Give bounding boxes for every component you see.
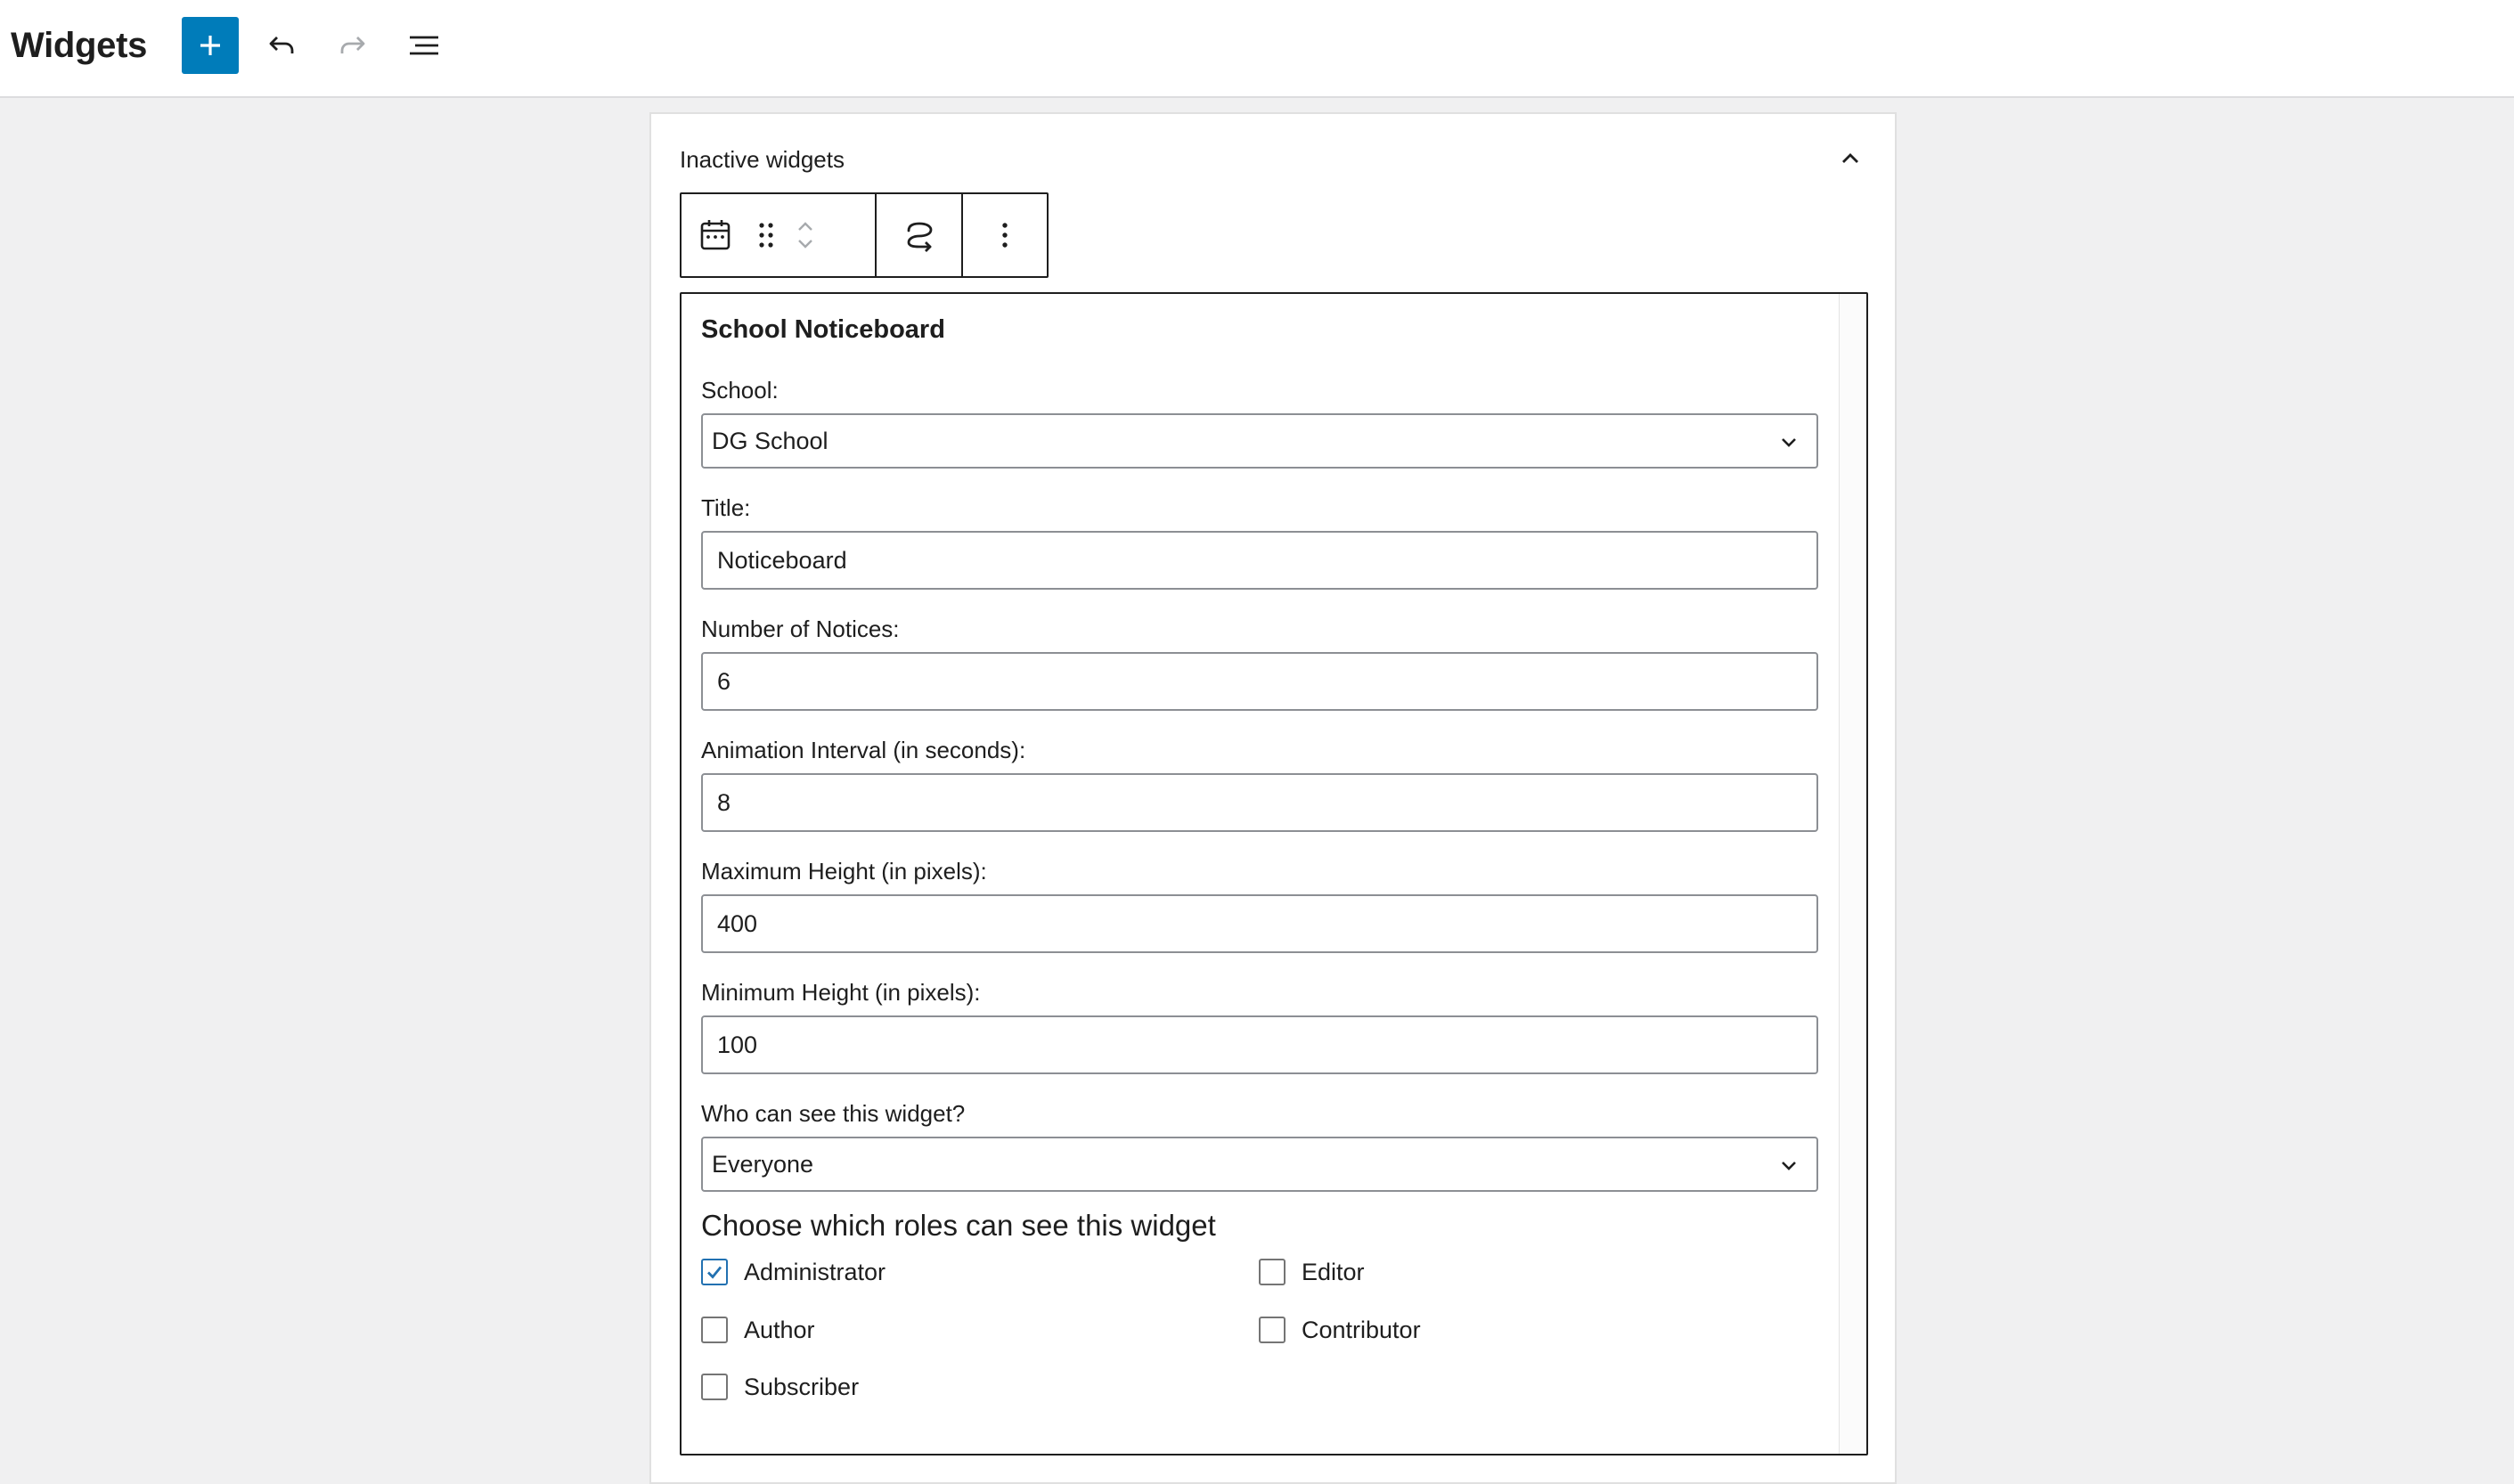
editor-header: [0, 0, 2514, 98]
more-options-icon: [1000, 219, 1009, 251]
block-toolbar-group-options: [961, 194, 1047, 276]
min-height-input[interactable]: [701, 1015, 1818, 1074]
redo-icon: [337, 29, 369, 61]
visibility-label: Who can see this widget?: [701, 1100, 966, 1127]
visibility-select-value: Everyone: [712, 1150, 814, 1178]
school-select[interactable]: [701, 413, 1818, 469]
roles-heading: Choose which roles can see this widget: [701, 1209, 1216, 1242]
school-noticeboard-widget[interactable]: [680, 292, 1868, 1455]
checkbox[interactable]: [701, 1317, 728, 1343]
chevron-down-icon: [1777, 431, 1800, 454]
checkbox-label: Contributor: [1302, 1317, 1421, 1343]
calendar-icon: [699, 218, 731, 252]
drag-handle-icon: [756, 220, 776, 250]
drag-handle[interactable]: [756, 220, 776, 250]
max-height-label: Maximum Height (in pixels):: [701, 858, 987, 885]
checkbox[interactable]: [1259, 1317, 1286, 1343]
checkbox-label: Administrator: [744, 1259, 886, 1285]
role-checkbox-author[interactable]: [701, 1314, 815, 1346]
block-toolbar-group-transform: [875, 194, 962, 276]
block-toolbar-group-main: [682, 194, 875, 276]
move-down-icon[interactable]: [794, 235, 817, 253]
plus-icon: [197, 32, 224, 59]
transform-icon: [902, 217, 937, 253]
min-height-label: Minimum Height (in pixels):: [701, 979, 981, 1006]
transform-button[interactable]: [902, 217, 937, 253]
scrollbar[interactable]: [1839, 294, 1866, 1454]
checkbox-label: Editor: [1302, 1259, 1365, 1285]
undo-button[interactable]: [253, 17, 310, 74]
interval-input[interactable]: [701, 773, 1818, 832]
checkbox[interactable]: [1259, 1259, 1286, 1285]
title-label: Title:: [701, 494, 751, 521]
role-checkbox-editor[interactable]: [1259, 1256, 1365, 1288]
block-movers: [794, 217, 817, 253]
notices-input[interactable]: [701, 652, 1818, 711]
widget-area-panel: [649, 112, 1897, 1484]
chevron-down-icon: [1777, 1154, 1800, 1178]
role-checkbox-subscriber[interactable]: [701, 1371, 859, 1403]
widget-area-title: Inactive widgets: [680, 146, 845, 173]
interval-label: Animation Interval (in seconds):: [701, 737, 1026, 763]
checkmark-icon: [705, 1262, 724, 1282]
widget-heading: School Noticeboard: [701, 315, 945, 344]
checkbox[interactable]: [701, 1259, 728, 1285]
block-type-button[interactable]: [699, 218, 731, 252]
more-options-button[interactable]: [1000, 219, 1009, 251]
list-view-icon: [406, 29, 442, 61]
checkbox[interactable]: [701, 1374, 728, 1400]
checkbox-label: Subscriber: [744, 1374, 860, 1400]
max-height-input[interactable]: [701, 894, 1818, 953]
chevron-up-icon: [1839, 151, 1862, 167]
collapse-widget-area-button[interactable]: [1829, 137, 1872, 180]
redo-button[interactable]: [324, 17, 381, 74]
block-toolbar: [680, 192, 1049, 278]
notices-label: Number of Notices:: [701, 616, 900, 642]
list-view-button[interactable]: [396, 17, 453, 74]
role-checkbox-contributor[interactable]: [1259, 1314, 1421, 1346]
school-label: School:: [701, 377, 779, 404]
add-block-button[interactable]: [182, 17, 239, 74]
page-title: Widgets: [11, 26, 148, 65]
title-input[interactable]: [701, 531, 1818, 590]
school-select-value: DG School: [712, 427, 828, 454]
move-up-icon[interactable]: [794, 217, 817, 235]
visibility-select[interactable]: [701, 1137, 1818, 1192]
undo-icon: [265, 29, 298, 61]
role-checkbox-administrator[interactable]: [701, 1256, 886, 1288]
checkbox-label: Author: [744, 1317, 815, 1343]
